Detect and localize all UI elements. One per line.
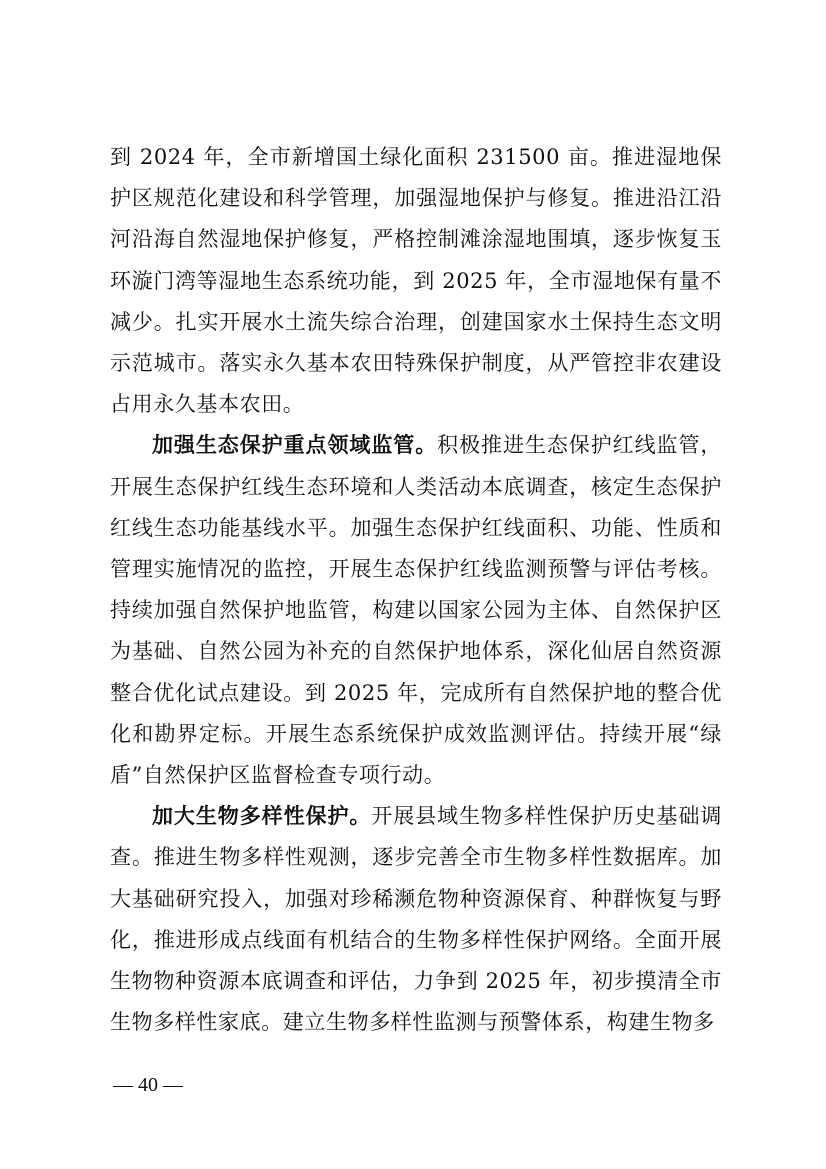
paragraph-text: 到 2024 年，全市新增国土绿化面积 231500 亩。推进湿地保护区规范化建设和科学管理，加强湿地保护与修复。推进沿江沿河沿海自然湿地保护修复，严格控制滩涂湿地围填，逐步恢复玉环漩门湾等湿地生态系统功能，到 2025 年，全市湿地保有量不减少。扎实开展水土流失综合治理，创建国家水土保持生态文明示范城市。落实永久基本农田特殊保护制度，从严管控非农建设占用永久基本农田。	[110, 145, 722, 417]
paragraph-ecological-supervision	[110, 425, 722, 796]
paragraph-biodiversity	[110, 796, 722, 1043]
paragraph-text: 开展县域生物多样性保护历史基础调查。推进生物多样性观测，逐步完善全市生物多样性数据库。加大基础研究投入，加强对珍稀濒危物种资源保育、种群恢复与野化，推进形成点线面有机结合的生物多样性保护网络。全面开展生物物种资源本底调查和评估，力争到 2025 年，初步摸清全市生物多样性家底。建立生物多样性监测与预警体系，构建生物多	[110, 804, 722, 1035]
document-body	[110, 137, 722, 1043]
paragraph-heading: 加强生态保护重点领域监管。	[152, 433, 438, 458]
paragraph-text: 积极推进生态保护红线监管，开展生态保护红线生态环境和人类活动本底调查，核定生态保护红线生态功能基线水平。加强生态保护红线面积、功能、性质和管理实施情况的监控，开展生态保护红线监测预警与评估考核。持续加强自然保护地监管，构建以国家公园为主体、自然保护区为基础、自然公园为补充的自然保护地体系，深化仙居自然资源整合优化试点建设。到 2025 年，完成所有自然保护地的整合优化和勘界定标。开展生态系统保护成效监测评估。持续开展“绿盾”自然保护区监督检查专项行动。	[110, 433, 722, 788]
page-number: — 40 —	[113, 1074, 183, 1096]
paragraph-heading: 加大生物多样性保护。	[152, 804, 372, 829]
paragraph-land-greening	[110, 137, 722, 425]
